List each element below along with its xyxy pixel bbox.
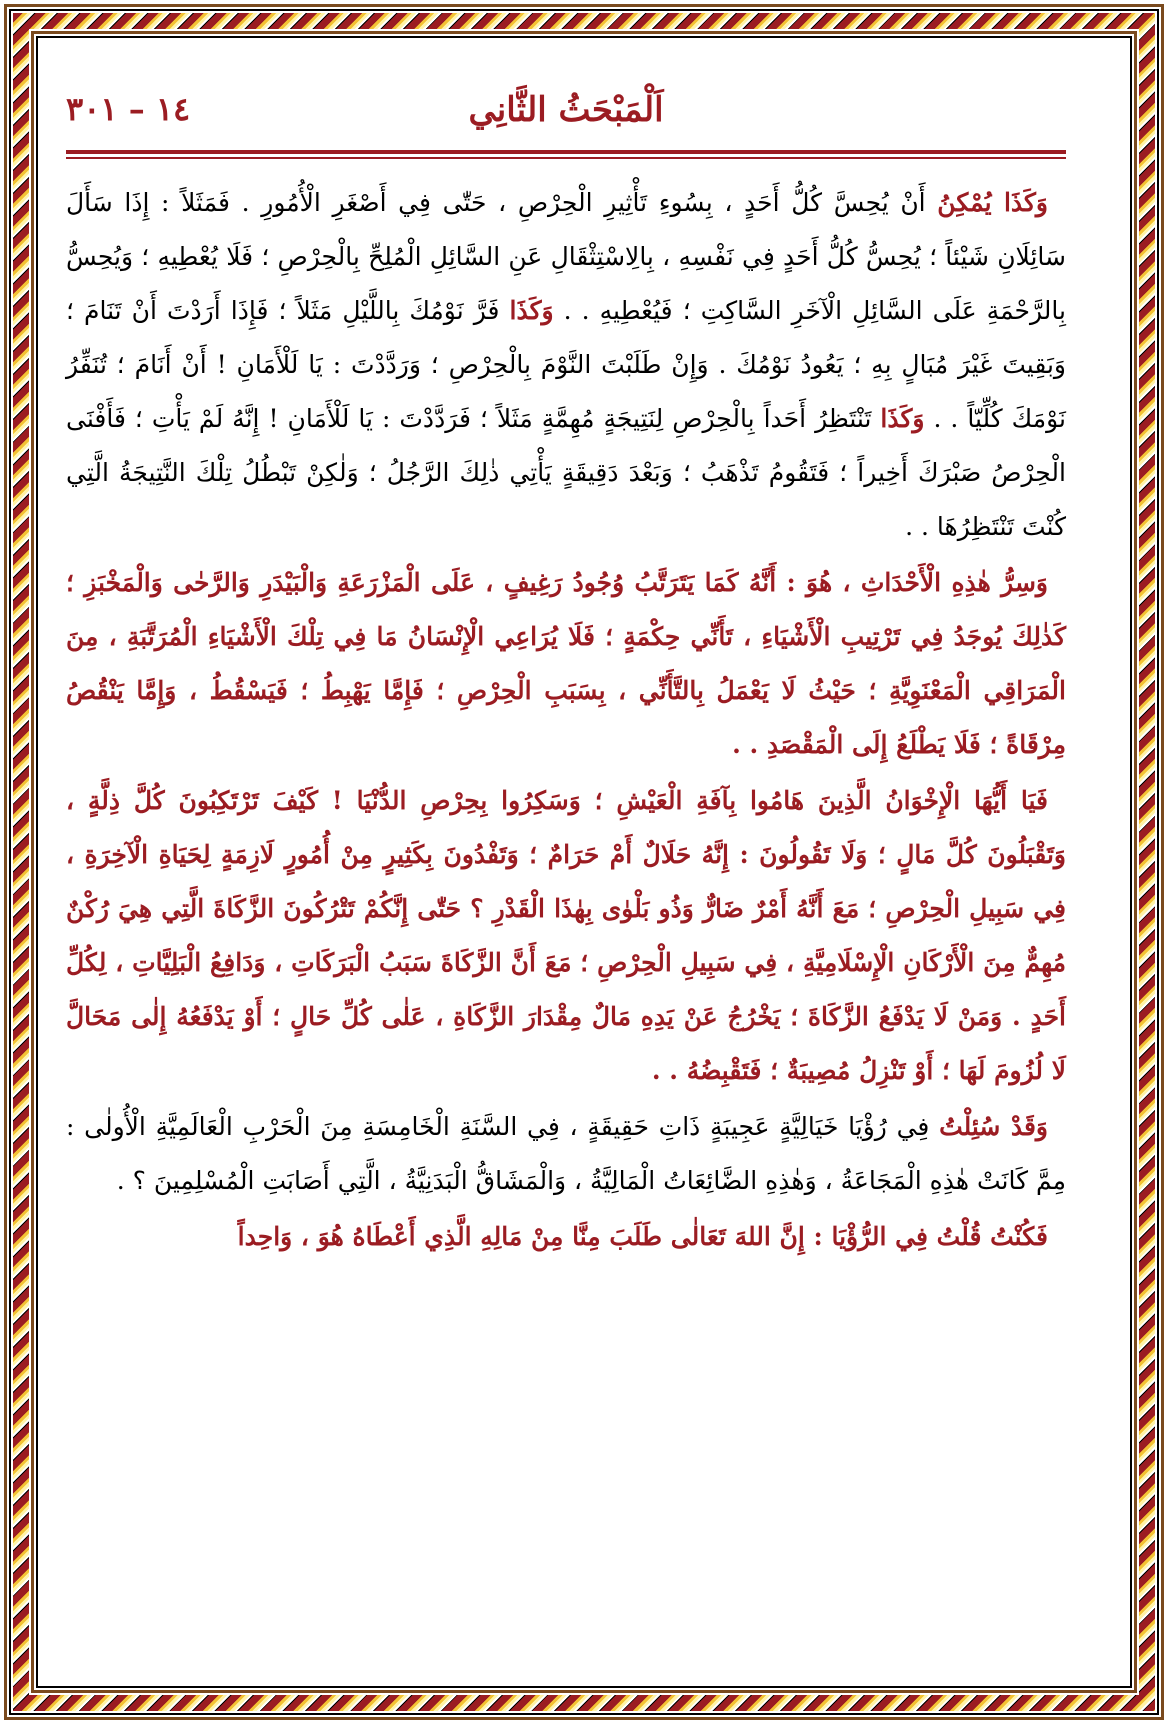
section-title: اَلْمَبْحَثُ الثَّانِي — [468, 90, 664, 130]
paragraph-1 — [66, 176, 1066, 554]
keyword-lead: وَكَذَا يُمْكِنُ — [937, 188, 1048, 217]
paragraph-text: فِي رُؤْيَا خَيَالِيَّةٍ عَجِيبَةٍ ذَاتِ حَقِيقَةٍ ، فِي السَّنَةِ الْخَامِسَةِ مِنَ الْحَرْبِ الْعَالَمِيَّةِ الْأُولٰى : مِمَّ كَانَتْ هٰذِهِ الْمَجَاعَةُ ، وَهٰذِهِ الضَّائِعَاتُ الْمَالِيَّةُ ، وَالْمَشَاقُّ الْبَدَنِيَّةُ ، الَّتِي أَصَابَتِ الْمُسْلِمِينَ ؟ . — [66, 1112, 1066, 1195]
paragraph-3: فَيَا أَيُّهَا الْإِخْوَانُ الَّذِينَ هَامُوا بِآفَةِ الْعَيْشِ ؛ وَسَكِرُوا بِحِرْصِ الدُّنْيَا ! كَيْفَ تَرْتَكِبُونَ كُلَّ ذِلَّةٍ ، وَتَقْبَلُونَ كُلَّ مَالٍ ؛ وَلَا تَقُولُونَ : إِنَّهُ حَلَالٌ أَمْ حَرَامٌ ؛ وَتَفْدُونَ بِكَثِيرٍ مِنْ أُمُورٍ لَازِمَةٍ لِحَيَاةِ الْآخِرَةِ ، فِي سَبِيلِ الْحِرْصِ ؛ مَعَ أَنَّهُ أَمْرٌ ضَارٌّ وَذُو بَلْوٰى بِهٰذَا الْقَدْرِ ؟ حَتّٰى إِنَّكُمْ تَتْرُكُونَ الزَّكَاةَ الَّتِي هِيَ رُكْنٌ مُهِمٌّ مِنَ الْأَرْكَانِ الْإِسْلَامِيَّةِ ، فِي سَبِيلِ الْحِرْصِ ؛ مَعَ أَنَّ الزَّكَاةَ سَبَبُ الْبَرَكَاتِ ، وَدَافِعُ الْبَلِيَّاتِ ، لِكُلِّ أَحَدٍ . وَمَنْ لَا يَدْفَعُ الزَّكَاةَ ؛ يَخْرُجُ عَنْ يَدِهِ مَالٌ مِقْدَارَ الزَّكَاةِ ، عَلٰى كُلِّ حَالٍ ؛ أَوْ يَدْفَعُهُ إِلٰى مَحَالَّ لَا لُزُومَ لَهَا ؛ أَوْ تَنْزِلُ مُصِيبَةٌ ؛ فَتَقْبِضُهُ . . — [66, 786, 1066, 1085]
paragraph-text: فَرَّ نَوْمُكَ بِاللَّيْلِ مَثَلاً ؛ فَإِذَا أَرَدْتَ أَنْ تَنَامَ ؛ وَبَقِيتَ غَيْرَ مُبَالٍ بِهِ ؛ يَعُودُ نَوْمُكَ . وَإِنْ طَلَبْتَ النَّوْمَ بِالْحِرْصِ ؛ وَرَدَّدْتَ : يَا لَلْأَمَانِ ! أَنْ أَنَامَ ؛ تُنَفِّرُ نَوْمَكَ كُلِّيّاً . . — [66, 296, 1066, 433]
keyword-lead: وَقَدْ سُئِلْتُ — [939, 1112, 1048, 1141]
keyword-inline: وَكَذَا — [509, 296, 554, 325]
paragraph-2: وَسِرُّ هٰذِهِ الْأَحْدَاثِ ، هُوَ : أَنَّهُ كَمَا يَتَرَتَّبُ وُجُودُ رَغِيفٍ ، عَلَى الْمَزْرَعَةِ وَالْبَيْدَرِ وَالرَّحٰى وَالْمَخْبَزِ ؛ كَذٰلِكَ يُوجَدُ فِي تَرْتِيبِ الْأَشْيَاءِ ، تَأَنِّي حِكْمَةٍ ؛ فَلَا يُرَاعِي الْإِنْسَانُ مَا فِي تِلْكَ الْأَشْيَاءِ الْمُرَتَّبَةِ ، مِنَ الْمَرَاقِي الْمَعْنَوِيَّةِ ؛ حَيْثُ لَا يَعْمَلُ بِالتَّأَنِّي ، بِسَبَبِ الْحِرْصِ ؛ فَإِمَّا يَهْبِطُ ؛ فَيَسْقُطُ ، وَإِمَّا يَنْقُصُ مِرْقَاةً ؛ فَلَا يَطْلَعُ إِلَى الْمَقْصَدِ . . — [66, 568, 1066, 759]
body-text — [66, 176, 1066, 1264]
page-number: ١٤ – ٣٠١ — [66, 90, 191, 128]
header-rule-thick — [66, 150, 1066, 154]
paragraph-5: فَكُنْتُ قُلْتُ فِي الرُّؤْيَا : إِنَّ اللهَ تَعَالٰى طَلَبَ مِنَّا مِنْ مَالِهِ الَّذِي أَعْطَاهُ هُوَ ، وَاحِداً — [237, 1222, 1048, 1251]
page-header — [66, 80, 1066, 148]
paragraph-text: أَنْ يُحِسَّ كُلُّ أَحَدٍ ، بِسُوءِ تَأْثِيرِ الْحِرْصِ ، حَتّٰى فِي أَصْغَرِ الْأُمُورِ . فَمَثَلاً : إِذَا سَأَلَ سَائِلَانِ شَيْئاً ؛ يُحِسُّ كُلُّ أَحَدٍ فِي نَفْسِهِ ، بِالِاسْتِثْقَالِ عَنِ السَّائِلِ الْمُلِحِّ بِالْحِرْصِ ؛ فَلَا يُعْطِيهِ ؛ وَيُحِسُّ بِالرَّحْمَةِ عَلَى السَّائِلِ الْآخَرِ السَّاكِتِ ؛ فَيُعْطِيهِ . . — [66, 188, 1066, 325]
header-rule-thin — [66, 157, 1066, 159]
keyword-inline: وَكَذَا — [880, 404, 925, 433]
page-content — [66, 80, 1066, 1266]
paragraph-4 — [66, 1100, 1066, 1208]
paragraph-text: تَنْتَظِرُ أَحَداً بِالْحِرْصِ لِنَتِيجَةٍ مُهِمَّةٍ مَثَلاً ؛ فَرَدَّدْتَ : يَا لَلْأَمَانِ ! إِنَّهُ لَمْ يَأْتِ ؛ فَأَفْنَى الْحِرْصُ صَبْرَكَ أَخِيراً ؛ فَتَقُومُ تَذْهَبُ ؛ وَبَعْدَ دَقِيقَةٍ يَأْتِي ذٰلِكَ الرَّجُلُ ؛ وَلٰكِنْ تَبْطُلُ تِلْكَ النَّتِيجَةُ الَّتِي كُنْتَ تَنْتَظِرُهَا . . — [66, 404, 1066, 541]
